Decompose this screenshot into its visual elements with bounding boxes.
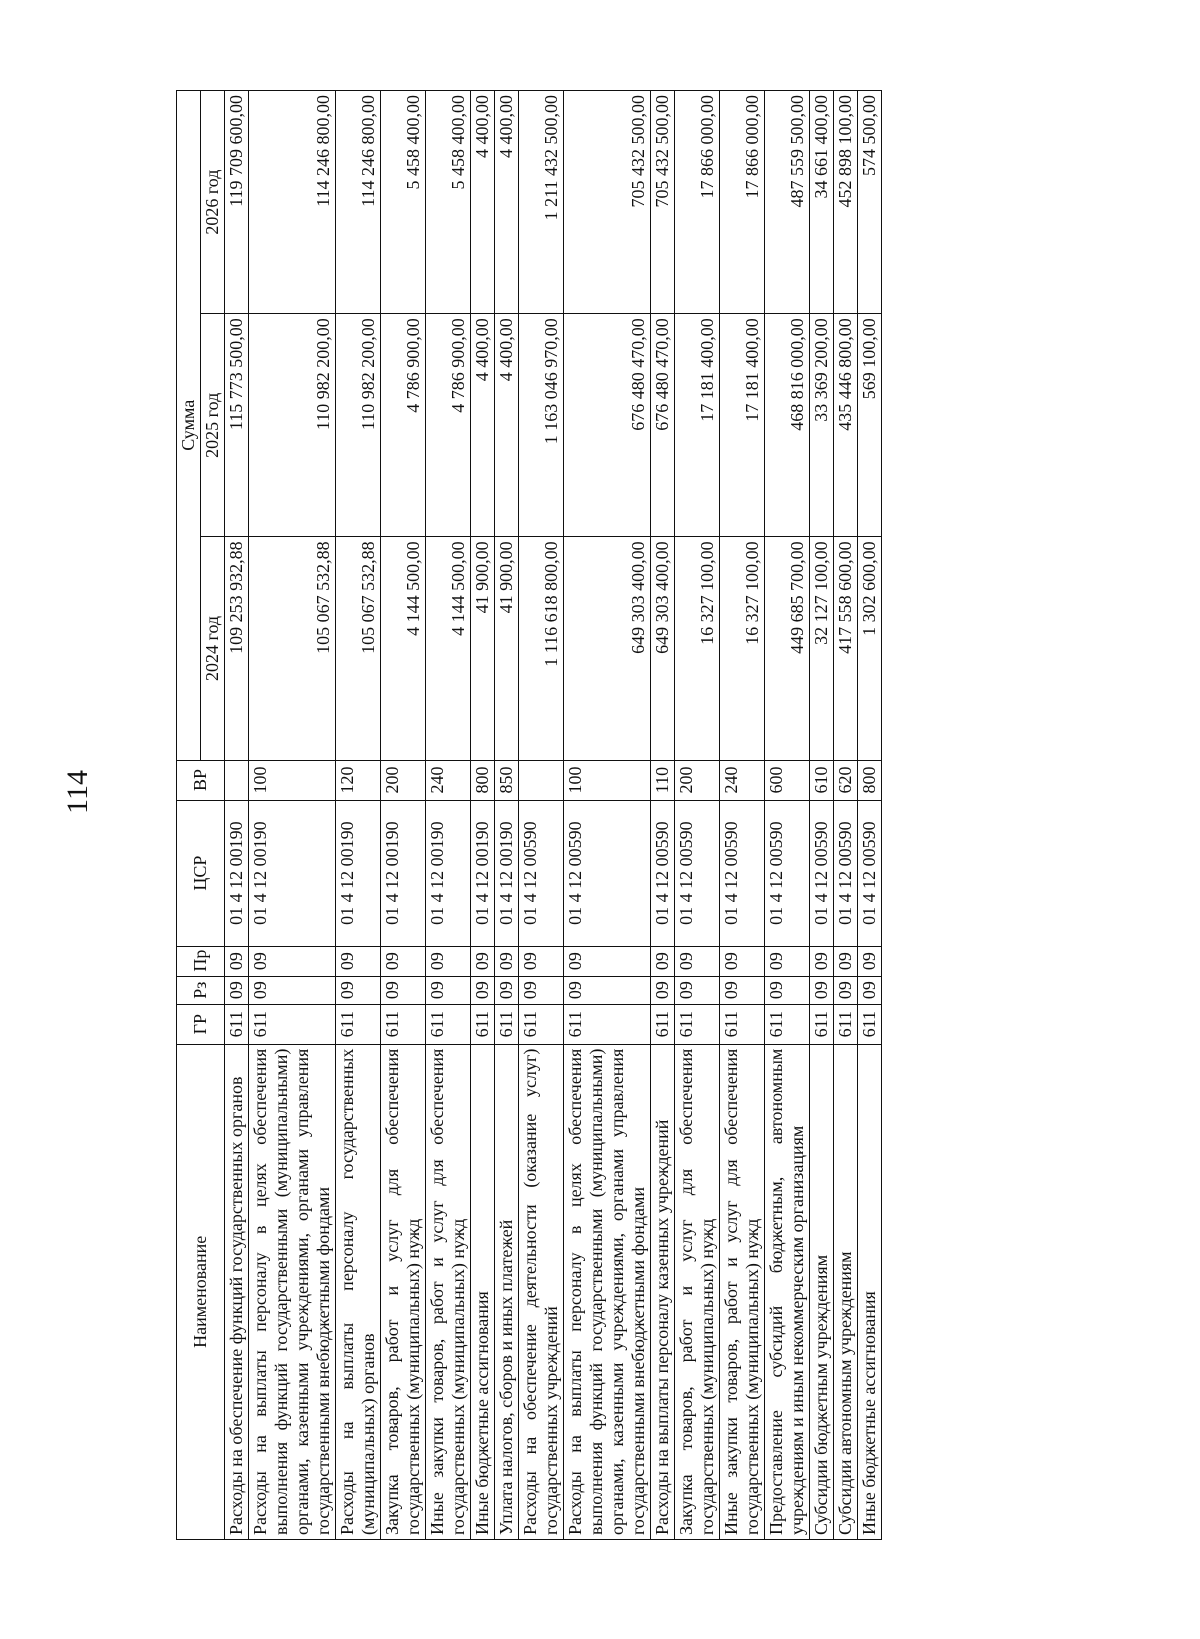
cell-sum-2024: 4 144 500,00	[381, 537, 426, 760]
cell-rz: 09	[765, 976, 810, 1004]
cell-pr: 09	[225, 946, 249, 976]
cell-name: Иные закупки товаров, работ и услуг для обеспечения государственных (муниципальных) нужд	[720, 1044, 765, 1539]
cell-sum-2025: 1 163 046 970,00	[519, 314, 564, 537]
table-row	[381, 91, 426, 1540]
table-row	[651, 91, 675, 1540]
cell-name: Расходы на обеспечение деятельности (оказание услуг) государственных учреждений	[519, 1044, 564, 1539]
cell-pr: 09	[471, 946, 495, 976]
cell-name: Иные закупки товаров, работ и услуг для обеспечения государственных (муниципальных) нужд	[426, 1044, 471, 1539]
cell-pr: 09	[564, 946, 651, 976]
table-row	[495, 91, 519, 1540]
cell-sum-2026: 705 432 500,00	[564, 91, 651, 314]
table-header	[177, 91, 225, 1540]
cell-rz: 09	[834, 976, 858, 1004]
cell-sum-2024: 4 144 500,00	[426, 537, 471, 760]
cell-sum-2024: 105 067 532,88	[336, 537, 381, 760]
cell-gr: 611	[495, 1004, 519, 1044]
cell-sum-2026: 34 661 400,00	[810, 91, 834, 314]
cell-rz: 09	[495, 976, 519, 1004]
cell-name: Предоставление субсидий бюджетным, автономным учреждениям и иным некоммерческим организациям	[765, 1044, 810, 1539]
cell-csr: 01 4 12 00190	[336, 800, 381, 946]
cell-sum-2025: 4 400,00	[495, 314, 519, 537]
cell-pr: 09	[336, 946, 381, 976]
table-row	[426, 91, 471, 1540]
cell-pr: 09	[495, 946, 519, 976]
rotated-table-container	[176, 90, 1176, 1540]
cell-gr: 611	[651, 1004, 675, 1044]
cell-gr: 611	[381, 1004, 426, 1044]
cell-rz: 09	[471, 976, 495, 1004]
cell-sum-2026: 17 866 000,00	[675, 91, 720, 314]
cell-gr: 611	[225, 1004, 249, 1044]
cell-csr: 01 4 12 00590	[858, 800, 882, 946]
cell-sum-2024: 105 067 532,88	[249, 537, 336, 760]
cell-name: Уплата налогов, сборов и иных платежей	[495, 1044, 519, 1539]
cell-vr: 200	[675, 760, 720, 800]
cell-gr: 611	[810, 1004, 834, 1044]
cell-csr: 01 4 12 00190	[381, 800, 426, 946]
table-row	[225, 91, 249, 1540]
cell-sum-2026: 705 432 500,00	[651, 91, 675, 314]
cell-sum-2024: 417 558 600,00	[834, 537, 858, 760]
cell-csr: 01 4 12 00590	[810, 800, 834, 946]
cell-rz: 09	[675, 976, 720, 1004]
cell-name: Субсидии автономным учреждениям	[834, 1044, 858, 1539]
cell-sum-2025: 435 446 800,00	[834, 314, 858, 537]
cell-gr: 611	[858, 1004, 882, 1044]
cell-csr: 01 4 12 00190	[426, 800, 471, 946]
cell-name: Закупка товаров, работ и услуг для обеспечения государственных (муниципальных) нужд	[675, 1044, 720, 1539]
cell-name: Закупка товаров, работ и услуг для обеспечения государственных (муниципальных) нужд	[381, 1044, 426, 1539]
cell-csr: 01 4 12 00590	[765, 800, 810, 946]
cell-sum-2024: 109 253 932,88	[225, 537, 249, 760]
table-row	[249, 91, 336, 1540]
cell-vr: 800	[471, 760, 495, 800]
cell-vr: 800	[858, 760, 882, 800]
cell-vr: 100	[249, 760, 336, 800]
cell-pr: 09	[720, 946, 765, 976]
cell-sum-2024: 16 327 100,00	[720, 537, 765, 760]
table-row	[564, 91, 651, 1540]
cell-pr: 09	[858, 946, 882, 976]
header-vr: ВР	[177, 760, 225, 800]
cell-rz: 09	[381, 976, 426, 1004]
cell-pr: 09	[249, 946, 336, 976]
cell-sum-2025: 676 480 470,00	[564, 314, 651, 537]
cell-pr: 09	[426, 946, 471, 976]
cell-gr: 611	[519, 1004, 564, 1044]
cell-gr: 611	[720, 1004, 765, 1044]
cell-vr	[225, 760, 249, 800]
header-csr: ЦСР	[177, 800, 225, 946]
cell-vr	[519, 760, 564, 800]
cell-sum-2026: 1 211 432 500,00	[519, 91, 564, 314]
cell-gr: 611	[471, 1004, 495, 1044]
cell-rz: 09	[858, 976, 882, 1004]
cell-rz: 09	[336, 976, 381, 1004]
cell-sum-2025: 17 181 400,00	[720, 314, 765, 537]
cell-csr: 01 4 12 00590	[519, 800, 564, 946]
cell-gr: 611	[249, 1004, 336, 1044]
cell-name: Иные бюджетные ассигнования	[858, 1044, 882, 1539]
cell-sum-2026: 4 400,00	[471, 91, 495, 314]
cell-csr: 01 4 12 00190	[471, 800, 495, 946]
cell-pr: 09	[519, 946, 564, 976]
cell-sum-2026: 5 458 400,00	[426, 91, 471, 314]
table-row	[519, 91, 564, 1540]
cell-gr: 611	[336, 1004, 381, 1044]
cell-vr: 620	[834, 760, 858, 800]
table-row	[720, 91, 765, 1540]
table-row	[765, 91, 810, 1540]
header-rz: Рз	[177, 976, 225, 1004]
cell-sum-2026: 452 898 100,00	[834, 91, 858, 314]
table-row	[810, 91, 834, 1540]
cell-csr: 01 4 12 00190	[249, 800, 336, 946]
cell-pr: 09	[651, 946, 675, 976]
cell-gr: 611	[834, 1004, 858, 1044]
cell-sum-2026: 17 866 000,00	[720, 91, 765, 314]
header-name: Наименование	[177, 1044, 225, 1539]
cell-pr: 09	[834, 946, 858, 976]
cell-name: Расходы на обеспечение функций государственных органов	[225, 1044, 249, 1539]
cell-pr: 09	[675, 946, 720, 976]
cell-sum-2026: 5 458 400,00	[381, 91, 426, 314]
cell-sum-2026: 114 246 800,00	[249, 91, 336, 314]
cell-vr: 610	[810, 760, 834, 800]
cell-sum-2026: 487 559 500,00	[765, 91, 810, 314]
cell-sum-2025: 115 773 500,00	[225, 314, 249, 537]
cell-gr: 611	[675, 1004, 720, 1044]
cell-rz: 09	[519, 976, 564, 1004]
cell-sum-2024: 41 900,00	[471, 537, 495, 760]
cell-csr: 01 4 12 00590	[675, 800, 720, 946]
cell-sum-2025: 110 982 200,00	[249, 314, 336, 537]
cell-rz: 09	[564, 976, 651, 1004]
cell-sum-2025: 110 982 200,00	[336, 314, 381, 537]
cell-rz: 09	[426, 976, 471, 1004]
cell-vr: 200	[381, 760, 426, 800]
cell-name: Субсидии бюджетным учреждениям	[810, 1044, 834, 1539]
cell-name: Расходы на выплаты персоналу в целях обеспечения выполнения функций государственными (муниципальными) органами, казенными учреждениями, органами управления государственными внебюджетными фондами	[249, 1044, 336, 1539]
cell-sum-2025: 17 181 400,00	[675, 314, 720, 537]
cell-sum-2024: 16 327 100,00	[675, 537, 720, 760]
cell-sum-2026: 4 400,00	[495, 91, 519, 314]
cell-sum-2025: 468 816 000,00	[765, 314, 810, 537]
cell-vr: 120	[336, 760, 381, 800]
cell-sum-2025: 33 369 200,00	[810, 314, 834, 537]
cell-csr: 01 4 12 00590	[564, 800, 651, 946]
cell-sum-2024: 41 900,00	[495, 537, 519, 760]
cell-vr: 240	[426, 760, 471, 800]
cell-sum-2026: 119 709 600,00	[225, 91, 249, 314]
cell-csr: 01 4 12 00590	[651, 800, 675, 946]
cell-sum-2026: 114 246 800,00	[336, 91, 381, 314]
cell-rz: 09	[225, 976, 249, 1004]
cell-gr: 611	[564, 1004, 651, 1044]
cell-sum-2024: 449 685 700,00	[765, 537, 810, 760]
table-body	[225, 91, 882, 1540]
cell-gr: 611	[765, 1004, 810, 1044]
cell-sum-2026: 574 500,00	[858, 91, 882, 314]
cell-vr: 240	[720, 760, 765, 800]
budget-table	[176, 90, 882, 1540]
cell-sum-2025: 4 786 900,00	[426, 314, 471, 537]
table-row	[675, 91, 720, 1540]
cell-vr: 850	[495, 760, 519, 800]
cell-sum-2024: 1 116 618 800,00	[519, 537, 564, 760]
cell-csr: 01 4 12 00590	[834, 800, 858, 946]
cell-vr: 600	[765, 760, 810, 800]
cell-rz: 09	[810, 976, 834, 1004]
header-year-2025: 2025 год	[201, 314, 225, 537]
cell-rz: 09	[651, 976, 675, 1004]
cell-sum-2025: 569 100,00	[858, 314, 882, 537]
cell-vr: 110	[651, 760, 675, 800]
header-year-2024: 2024 год	[201, 537, 225, 760]
cell-gr: 611	[426, 1004, 471, 1044]
cell-sum-2025: 4 786 900,00	[381, 314, 426, 537]
cell-name: Расходы на выплаты персоналу казенных учреждений	[651, 1044, 675, 1539]
cell-sum-2024: 649 303 400,00	[651, 537, 675, 760]
cell-pr: 09	[381, 946, 426, 976]
header-year-2026: 2026 год	[201, 91, 225, 314]
cell-rz: 09	[720, 976, 765, 1004]
cell-pr: 09	[810, 946, 834, 976]
table-row	[834, 91, 858, 1540]
cell-sum-2024: 1 302 600,00	[858, 537, 882, 760]
cell-vr: 100	[564, 760, 651, 800]
cell-csr: 01 4 12 00590	[720, 800, 765, 946]
table-row	[336, 91, 381, 1540]
page-number: 114	[60, 770, 94, 814]
cell-pr: 09	[765, 946, 810, 976]
cell-sum-2025: 676 480 470,00	[651, 314, 675, 537]
cell-sum-2024: 32 127 100,00	[810, 537, 834, 760]
header-gr: ГР	[177, 1004, 225, 1044]
cell-name: Расходы на выплаты персоналу в целях обеспечения выполнения функций государственными (муниципальными) органами, казенными учреждениями, органами управления государственными внебюджетными фондами	[564, 1044, 651, 1539]
header-sum: Сумма	[177, 91, 201, 761]
cell-csr: 01 4 12 00190	[225, 800, 249, 946]
cell-sum-2024: 649 303 400,00	[564, 537, 651, 760]
cell-csr: 01 4 12 00190	[495, 800, 519, 946]
header-pr: Пр	[177, 946, 225, 976]
cell-name: Иные бюджетные ассигнования	[471, 1044, 495, 1539]
table-row	[858, 91, 882, 1540]
cell-name: Расходы на выплаты персоналу государственных (муниципальных) органов	[336, 1044, 381, 1539]
table-row	[471, 91, 495, 1540]
cell-rz: 09	[249, 976, 336, 1004]
cell-sum-2025: 4 400,00	[471, 314, 495, 537]
